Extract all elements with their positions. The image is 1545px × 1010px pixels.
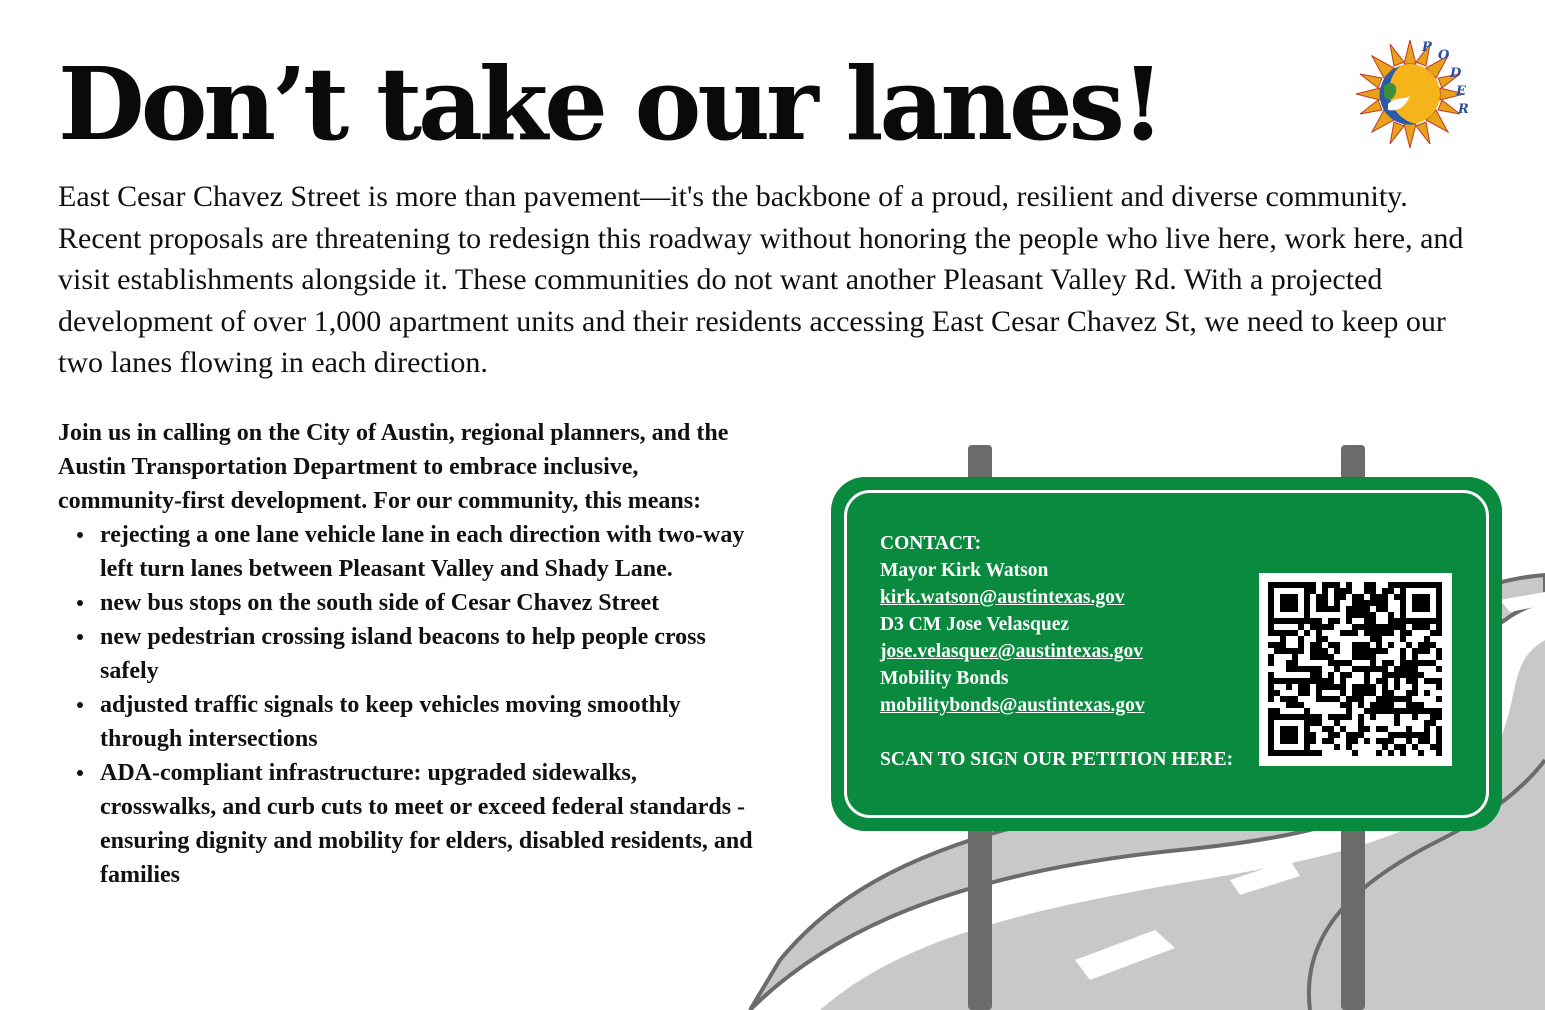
call-lead: Join us in calling on the City of Austin, regional planners, and the Austin Transportation Department to embrace inclusive, community-first development. For our community, this means:: [58, 420, 729, 514]
list-item: adjusted traffic signals to keep vehicles moving smoothly through intersections: [100, 688, 758, 756]
contact-name: Mobility Bonds: [880, 668, 1009, 689]
list-item: new bus stops on the south side of Cesar Chavez Street: [100, 586, 758, 620]
contact-name: Mayor Kirk Watson: [880, 560, 1049, 581]
contact-email-link[interactable]: jose.velasquez@austintexas.gov: [880, 641, 1143, 662]
contact-block: [880, 530, 1260, 773]
contact-heading: CONTACT:: [880, 533, 982, 554]
page-title: Don’t take our lanes!: [58, 45, 1161, 163]
qr-code-icon: [1259, 573, 1452, 766]
logo-letter: E: [1456, 84, 1466, 99]
logo-letter: R: [1458, 102, 1469, 117]
demands-list: [100, 518, 758, 892]
logo-letter: P: [1422, 40, 1432, 55]
call-to-action: [58, 416, 758, 892]
list-item: ADA-compliant infrastructure: upgraded sidewalks, crosswalks, and curb cuts to meet or exceed federal standards - ensuring dignity and mobility for elders, disabled residents, and families: [100, 756, 758, 892]
contact-email-link[interactable]: mobilitybonds@austintexas.gov: [880, 695, 1145, 716]
petition-qr-code[interactable]: [1259, 573, 1452, 766]
contact-name: D3 CM Jose Velasquez: [880, 614, 1070, 635]
contact-email-link[interactable]: kirk.watson@austintexas.gov: [880, 587, 1125, 608]
list-item: new pedestrian crossing island beacons to help people cross safely: [100, 620, 758, 688]
logo-letter: D: [1450, 66, 1462, 81]
logo-letter: O: [1438, 48, 1450, 63]
intro-paragraph: East Cesar Chavez Street is more than pavement—it's the backbone of a proud, resilient and diverse community. Recent proposals are threatening to redesign this roadway without honoring the people who live here, work here, and visit establishments alongside it. These communities do not want another Pleasant Valley Rd. With a projected development of over 1,000 apartment units and their residents accessing East Cesar Chavez St, we need to keep our two lanes flowing in each direction.: [58, 180, 1464, 379]
poder-logo: [1352, 36, 1474, 150]
petition-label: SCAN TO SIGN OUR PETITION HERE:: [880, 749, 1234, 770]
list-item: rejecting a one lane vehicle lane in each direction with two-way left turn lanes between Pleasant Valley and Shady Lane.: [100, 518, 758, 586]
